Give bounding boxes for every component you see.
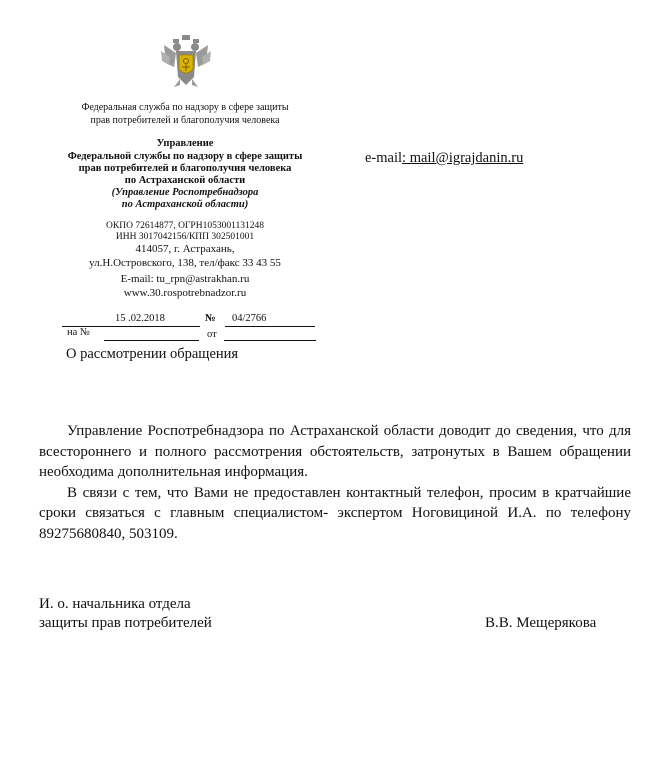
department-short2: по Астраханской области) [121, 199, 249, 210]
service-name-line2: прав потребителей и благополучия человека [90, 115, 280, 126]
number-underline [225, 326, 315, 327]
service-name-line1: Федеральная служба по надзору в сфере защиты [81, 102, 289, 113]
incoming-date-line [224, 340, 316, 341]
body-paragraph-2: В связи с тем, что Вами не предоставлен контактный телефон, просим в кратчайшие сроки связаться с главным специалистом- экспертом Ноговициной И.А. по телефону 89275680840, 503109. [39, 484, 631, 542]
department-line2: прав потребителей и благополучия человека [78, 163, 292, 174]
letter-body [39, 421, 631, 544]
body-paragraph-1: Управление Роспотребнадзора по Астраханской области доводит до сведения, что для всестороннего и полного рассмотрения обстоятельств, затронутых в Вашем обращении необходима дополнительная информация. [39, 423, 631, 480]
signatory-title-line2: защиты прав потребителей [39, 615, 212, 631]
department-title: Управление [156, 138, 214, 149]
letter-subject: О рассмотрении обращения [66, 346, 239, 362]
recipient-email-link[interactable]: : mail@igrajdanin.ru [402, 150, 524, 166]
department-line1: Федеральной службы по надзору в сфере защиты [67, 151, 303, 162]
incoming-number-label: на № [67, 327, 90, 338]
sender-website: www.30.rospotrebnadzor.ru [123, 287, 247, 299]
sender-email: E-mail: tu_rpn@astrakhan.ru [120, 273, 250, 285]
outgoing-number: 04/2766 [232, 313, 267, 324]
incoming-number-line [104, 340, 199, 341]
inn-kpp: ИНН 3017042156/КПП 302501001 [115, 232, 255, 242]
department-line3: по Астраханской области [124, 175, 246, 186]
recipient-email [365, 150, 523, 167]
okpo-ogrn: ОКПО 72614877, ОГРН1053001131248 [106, 221, 264, 231]
outgoing-date: 15 .02.2018 [115, 313, 165, 324]
recipient-email-label: e-mail [365, 150, 403, 166]
department-short1: (Управление Роспотребнадзора [111, 187, 259, 198]
number-label: № [205, 313, 216, 324]
signatory-name: В.В. Мещерякова [485, 615, 597, 631]
coat-of-arms-emblem [160, 33, 212, 91]
incoming-date-label: от [207, 329, 217, 340]
address-line1: 414057, г. Астрахань, [135, 243, 235, 255]
address-line2: ул.Н.Островского, 138, тел/факс 33 43 55 [89, 257, 281, 269]
signatory-title-line1: И. о. начальника отдела [39, 596, 191, 612]
